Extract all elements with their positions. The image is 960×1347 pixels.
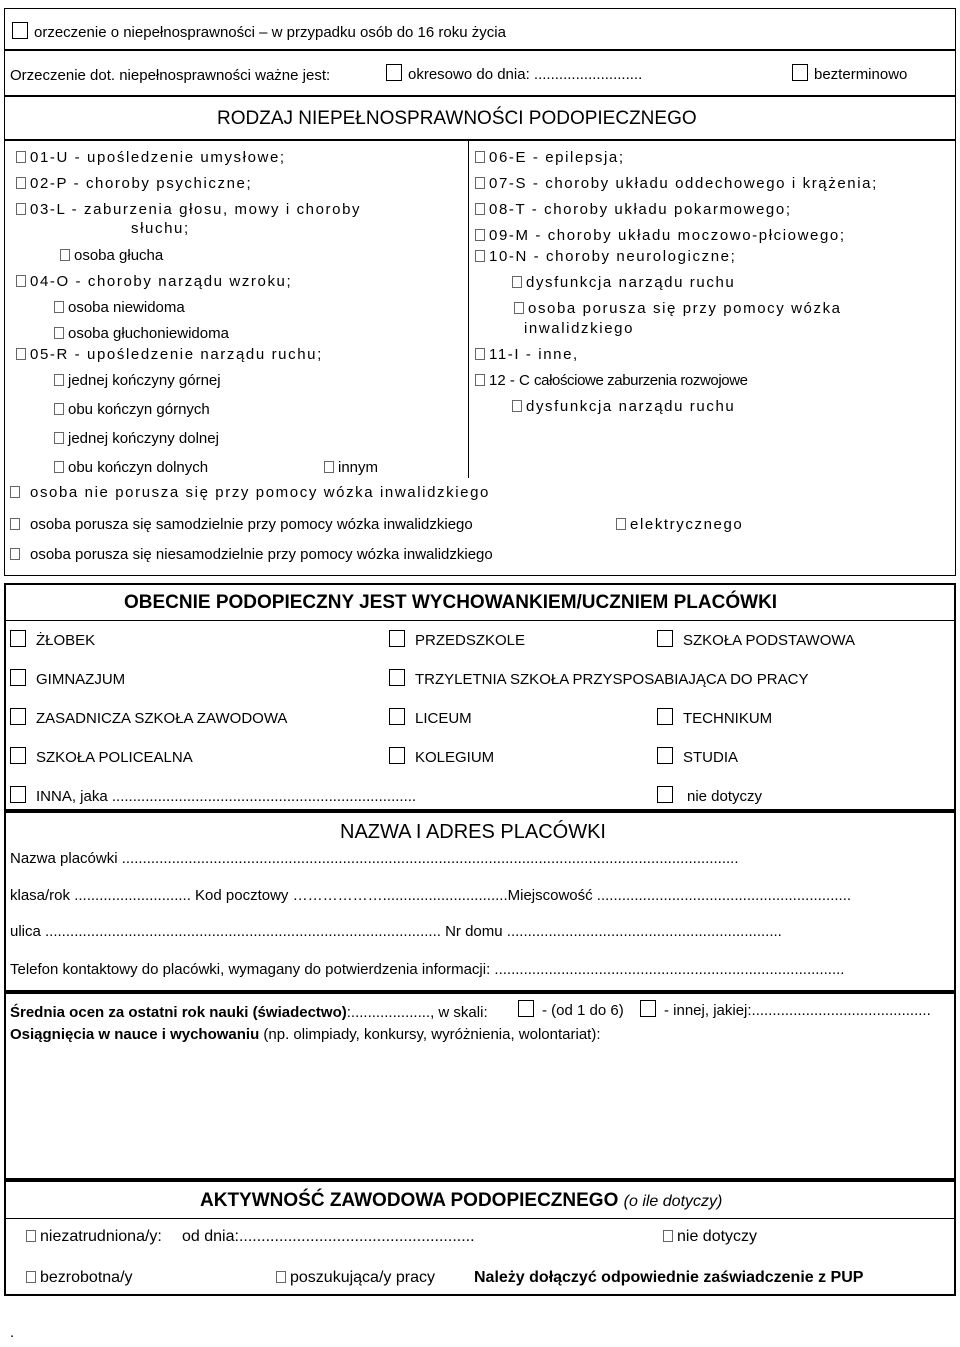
facility-name-field[interactable]: Nazwa placówki .................................................................................................................................................... (10, 850, 739, 867)
checkbox-temporary[interactable]: okresowo do dnia: .......................... (386, 64, 642, 83)
item-deaf[interactable]: osoba głucha (60, 247, 163, 264)
checkbox-icon[interactable] (10, 518, 20, 530)
checkbox-icon[interactable] (54, 403, 64, 415)
checkbox-icon[interactable] (475, 203, 485, 215)
checkbox-icon[interactable] (54, 374, 64, 386)
checkbox-icon[interactable] (26, 1271, 36, 1283)
item-03l-cont: słuchu; (131, 220, 190, 237)
checkbox-icon[interactable] (657, 747, 673, 764)
checkbox-icon[interactable] (514, 302, 524, 314)
work-heading-divider (4, 1218, 956, 1219)
item-05r[interactable]: 05-R - upośledzenie narządu ruchu; (16, 346, 323, 363)
checkbox-icon[interactable] (475, 250, 485, 262)
checkbox-icon[interactable] (657, 786, 673, 803)
checkbox-icon[interactable] (16, 177, 26, 189)
school-option-university[interactable]: STUDIA (657, 747, 738, 766)
validity-label: Orzeczenie dot. niepełnosprawności ważne jest: (10, 67, 331, 84)
school-option-gymnasium[interactable]: GIMNAZJUM (10, 669, 125, 688)
scale-other-option[interactable]: - innej, jakiej:........................................... (640, 1000, 931, 1019)
footer-dot: . (10, 1324, 15, 1341)
checkbox-icon[interactable] (389, 747, 405, 764)
item-01u[interactable]: 01-U - upośledzenie umysłowe; (16, 149, 286, 166)
checkbox-icon[interactable] (60, 249, 70, 261)
scale-1-6-option[interactable]: - (od 1 do 6) (518, 1000, 624, 1019)
checkbox-icon[interactable] (616, 518, 626, 530)
address-heading: NAZWA I ADRES PLACÓWKI (340, 821, 606, 843)
school-section-box (4, 583, 956, 811)
checkbox-icon[interactable] (54, 432, 64, 444)
checkbox-icon[interactable] (10, 786, 26, 803)
school-option-post-secondary[interactable]: SZKOŁA POLICEALNA (10, 747, 193, 766)
school-option-basic-vocational[interactable]: ZASADNICZA SZKOŁA ZAWODOWA (10, 708, 287, 727)
item-deafblind[interactable]: osoba głuchoniewidoma (54, 325, 229, 342)
item-10n-wheelchair[interactable]: osoba porusza się przy pomocy wózka (514, 300, 842, 317)
checkbox-icon[interactable] (16, 203, 26, 215)
school-option-vocational-prep[interactable]: TRZYLETNIA SZKOŁA PRZYSPOSABIAJĄCA DO PRACY (389, 669, 808, 688)
checkbox-icon[interactable] (16, 275, 26, 287)
checkbox-icon[interactable] (10, 669, 26, 686)
item-04o[interactable]: 04-O - choroby narządu wzroku; (16, 273, 292, 290)
checkbox-icon[interactable] (792, 64, 808, 81)
school-heading-divider (4, 620, 956, 621)
item-06e[interactable]: 06-E - epilepsja; (475, 149, 625, 166)
wheelchair-independent[interactable]: osoba porusza się samodzielnie przy pomocy wózka inwalidzkiego (10, 516, 473, 533)
checkbox-work-not-applicable[interactable]: nie dotyczy (663, 1228, 757, 1246)
wheelchair-assisted[interactable]: osoba porusza się niesamodzielnie przy pomocy wózka inwalidzkiego (10, 546, 493, 563)
class-postcode-city-field[interactable]: klasa/rok ............................ Kod pocztowy ………………..............................Miejscowość ............................................................. (10, 887, 852, 904)
school-option-other[interactable]: INNA, jaka ......................................................................... (10, 786, 416, 805)
checkbox-icon[interactable] (475, 374, 485, 386)
school-heading: OBECNIE PODOPIECZNY JEST WYCHOWANKIEM/UCZNIEM PLACÓWKI (124, 592, 778, 613)
item-one-lower-limb[interactable]: jednej kończyny dolnej (54, 430, 219, 447)
checkbox-icon[interactable] (475, 177, 485, 189)
checkbox-job-seeking[interactable]: poszukująca/y pracy (276, 1269, 435, 1287)
item-07s[interactable]: 07-S - choroby układu oddechowego i krążenia; (475, 175, 878, 192)
item-10n-motor[interactable]: dysfunkcja narządu ruchu (512, 274, 735, 291)
checkbox-icon[interactable] (657, 708, 673, 725)
item-09m[interactable]: 09-M - choroby układu moczowo-płciowego; (475, 227, 846, 244)
checkbox-icon[interactable] (276, 1271, 286, 1283)
checkbox-icon[interactable] (640, 1000, 656, 1017)
checkbox-icon[interactable] (26, 1230, 36, 1242)
column-divider (468, 140, 469, 478)
item-other[interactable]: innym (324, 459, 378, 476)
checkbox-icon[interactable] (475, 348, 485, 360)
checkbox-icon[interactable] (389, 708, 405, 725)
item-blind[interactable]: osoba niewidoma (54, 299, 185, 316)
school-option-technical[interactable]: TECHNIKUM (657, 708, 772, 727)
checkbox-icon[interactable] (10, 630, 26, 647)
item-one-upper-limb[interactable]: jednej kończyny górnej (54, 372, 221, 389)
item-02p[interactable]: 02-P - choroby psychiczne; (16, 175, 252, 192)
item-08t[interactable]: 08-T - choroby układu pokarmowego; (475, 201, 792, 218)
item-both-upper-limbs[interactable]: obu kończyn górnych (54, 401, 210, 418)
checkbox-icon[interactable] (16, 348, 26, 360)
checkbox-icon[interactable] (475, 151, 485, 163)
school-option-high-school[interactable]: LICEUM (389, 708, 472, 727)
item-10n-wheelchair-cont: inwalidzkiego (524, 320, 635, 337)
checkbox-icon[interactable] (324, 461, 334, 473)
item-12c-motor[interactable]: dysfunkcja narządu ruchu (512, 398, 735, 415)
unemployed-from-date[interactable]: od dnia:..................................................... (182, 1228, 475, 1245)
checkbox-icon[interactable] (54, 301, 64, 313)
checkbox-icon[interactable] (475, 229, 485, 241)
checkbox-jobless[interactable]: bezrobotna/y (26, 1269, 133, 1287)
checkbox-icon[interactable] (10, 548, 20, 560)
checkbox-icon[interactable] (54, 327, 64, 339)
checkbox-icon[interactable] (389, 669, 405, 686)
wheelchair-none[interactable]: osoba nie porusza się przy pomocy wózka inwalidzkiego (10, 484, 490, 501)
checkbox-icon[interactable] (518, 1000, 534, 1017)
checkbox-icon[interactable] (657, 630, 673, 647)
grade-average-row: Średnia ocen za ostatni rok nauki (świadectwo):..................., w skali: (10, 1004, 488, 1021)
checkbox-icon[interactable] (54, 461, 64, 473)
checkbox-icon[interactable] (512, 400, 522, 412)
pup-certificate-note: Należy dołączyć odpowiednie zaświadczenie z PUP (474, 1269, 864, 1286)
checkbox-icon[interactable] (512, 276, 522, 288)
checkbox-under16[interactable]: orzeczenie o niepełnosprawności – w przypadku osób do 16 roku życia (12, 22, 506, 41)
school-option-preschool[interactable]: PRZEDSZKOLE (389, 630, 525, 649)
checkbox-icon[interactable] (10, 708, 26, 725)
checkbox-icon[interactable] (12, 22, 28, 39)
achievements-row[interactable]: Osiągnięcia w nauce i wychowaniu (np. olimpiady, konkursy, wyróżnienia, wolontariat): (10, 1026, 601, 1043)
checkbox-unemployed[interactable]: niezatrudniona/y: (26, 1228, 162, 1246)
item-10n[interactable]: 10-N - choroby neurologiczne; (475, 248, 736, 265)
school-option-nursery[interactable]: ŻŁOBEK (10, 630, 95, 649)
checkbox-permanent[interactable]: bezterminowo (792, 64, 907, 83)
checkbox-icon[interactable] (10, 486, 20, 498)
checkbox-icon[interactable] (389, 630, 405, 647)
item-both-lower-limbs[interactable]: obu kończyn dolnych (54, 459, 208, 476)
work-heading: AKTYWNOŚĆ ZAWODOWA PODOPIECZNEGO (o ile dotyczy) (200, 1190, 723, 1211)
wheelchair-electric[interactable]: elektrycznego (616, 516, 743, 533)
school-option-not-applicable[interactable]: nie dotyczy (657, 786, 762, 805)
street-house-field[interactable]: ulica ............................................................................................... Nr domu .................................................................. (10, 923, 782, 940)
school-option-college[interactable]: KOLEGIUM (389, 747, 494, 766)
facility-phone-field[interactable]: Telefon kontaktowy do placówki, wymagany do potwierdzenia informacji: .................................................................................... (10, 961, 845, 978)
checkbox-icon[interactable] (16, 151, 26, 163)
item-03l[interactable]: 03-L - zaburzenia głosu, mowy i choroby (16, 201, 361, 218)
checkbox-icon[interactable] (386, 64, 402, 81)
checkbox-icon[interactable] (10, 747, 26, 764)
item-11i[interactable]: 11-I - inne, (475, 346, 579, 363)
school-option-primary[interactable]: SZKOŁA PODSTAWOWA (657, 630, 855, 649)
checkbox-icon[interactable] (663, 1230, 673, 1242)
item-12c[interactable]: 12 - C całościowe zaburzenia rozwojowe (475, 372, 748, 389)
disability-heading: RODZAJ NIEPEŁNOSPRAWNOŚCI PODOPIECZNEGO (217, 108, 697, 129)
